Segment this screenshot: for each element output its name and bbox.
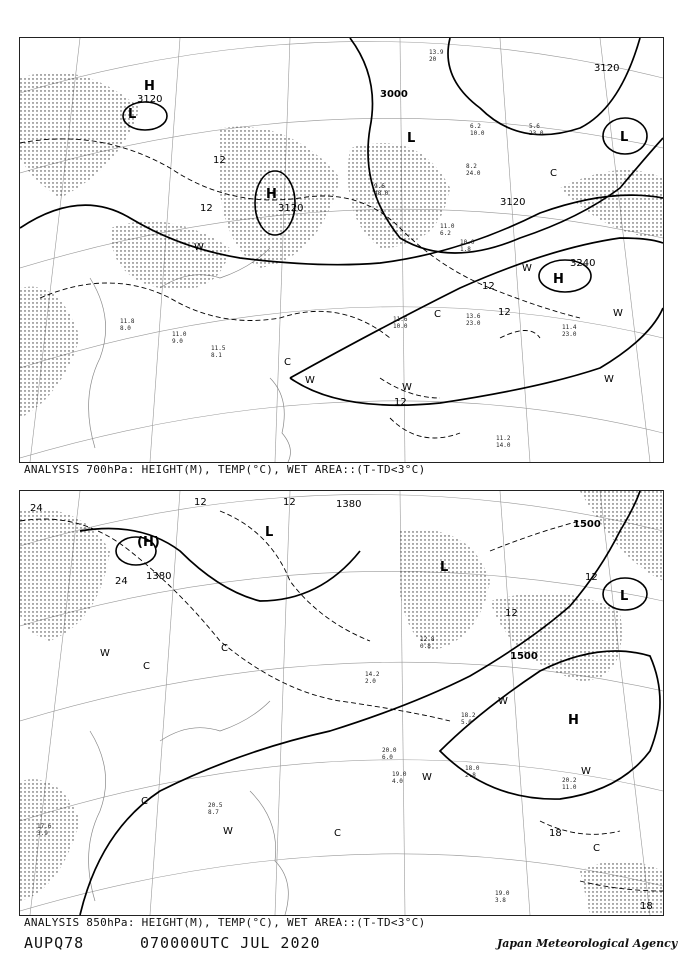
chart-panel-700hpa: [19, 37, 664, 463]
svg-text:13.6: 13.6: [466, 313, 481, 320]
svg-text:11.0: 11.0: [562, 784, 577, 791]
svg-text:9.0: 9.0: [172, 338, 183, 345]
isotherm-label: 12: [394, 397, 407, 408]
warm-mark: W: [402, 382, 412, 393]
isotherm-label: 12: [213, 155, 226, 166]
height-contours: [80, 491, 660, 915]
height-label: 3000: [380, 89, 408, 100]
agency-name: Japan Meteorological Agency: [497, 937, 678, 950]
svg-text:14.0: 14.0: [496, 442, 511, 449]
svg-text:23.0: 23.0: [529, 130, 544, 137]
svg-text:2.8: 2.8: [465, 772, 476, 779]
height-value: 3120: [137, 94, 163, 105]
height-label: 1380: [336, 499, 362, 510]
svg-text:11.0: 11.0: [440, 223, 455, 230]
svg-text:6.0: 6.0: [382, 754, 393, 761]
cold-mark: C: [221, 643, 228, 654]
svg-text:4.0: 4.0: [392, 778, 403, 785]
warm-mark: W: [613, 308, 623, 319]
warm-mark: W: [604, 374, 614, 385]
isotherm-label: 12: [200, 203, 213, 214]
svg-text:19.0: 19.0: [495, 890, 510, 897]
warm-mark: W: [305, 375, 315, 386]
cold-mark: C: [434, 309, 441, 320]
high-center: H: [266, 187, 277, 202]
isotherm-label: 18: [640, 901, 653, 912]
svg-text:6.2: 6.2: [470, 123, 481, 130]
svg-text:20.2: 20.2: [562, 777, 577, 784]
cold-mark: C: [143, 661, 150, 672]
wet-area: [20, 72, 663, 418]
panel-caption-850hpa: ANALYSIS 850hPa: HEIGHT(M), TEMP(°C), WET AREA::(T-TD<3°C): [24, 916, 426, 929]
svg-text:10.0: 10.0: [393, 323, 408, 330]
isotherm-label: 24: [30, 503, 43, 514]
warm-mark: W: [422, 772, 432, 783]
chart-panel-850hpa: [19, 490, 664, 916]
low-center: L: [407, 131, 416, 146]
svg-text:6.2: 6.2: [440, 230, 451, 237]
isotherm-label: 12: [283, 497, 296, 508]
svg-text:11.2: 11.2: [496, 435, 511, 442]
svg-text:23.0: 23.0: [466, 320, 481, 327]
panel-caption-700hpa: ANALYSIS 700hPa: HEIGHT(M), TEMP(°C), WET AREA::(T-TD<3°C): [24, 463, 426, 476]
isotherm-label: 12: [482, 281, 495, 292]
cold-mark: C: [284, 357, 291, 368]
svg-text:18.2: 18.2: [461, 712, 476, 719]
cold-mark: C: [141, 796, 148, 807]
svg-text:8.2: 8.2: [466, 163, 477, 170]
height-value: 3240: [570, 258, 596, 269]
warm-mark: W: [100, 648, 110, 659]
height-value: 1380: [146, 571, 172, 582]
svg-text:2.0: 2.0: [365, 678, 376, 685]
warm-mark: W: [522, 263, 532, 274]
map-850hpa: [20, 491, 663, 915]
isotherm-label: 24: [115, 576, 128, 587]
svg-text:1.8: 1.8: [460, 246, 471, 253]
cold-mark: C: [593, 843, 600, 854]
svg-text:17.6: 17.6: [37, 823, 52, 830]
height-value: 3120: [278, 203, 304, 214]
svg-text:3.8: 3.8: [495, 897, 506, 904]
high-center: (H): [137, 535, 160, 550]
svg-text:9.6: 9.6: [374, 183, 385, 190]
svg-text:8.1: 8.1: [211, 352, 222, 359]
height-label: 3120: [594, 63, 620, 74]
bulletin-code: AUPQ78: [24, 934, 85, 952]
svg-text:14.2: 14.2: [365, 671, 380, 678]
svg-text:3.9: 3.9: [37, 830, 48, 837]
svg-text:24.0: 24.0: [466, 170, 481, 177]
svg-text:18.0: 18.0: [465, 765, 480, 772]
low-center: L: [440, 560, 449, 575]
low-center: L: [620, 589, 629, 604]
coastline: [89, 701, 289, 915]
svg-text:20: 20: [429, 56, 437, 63]
svg-text:8.7: 8.7: [208, 809, 219, 816]
height-label: 1500: [510, 651, 538, 662]
isotherm-label: 12: [505, 608, 518, 619]
isotherm-label: 18: [549, 828, 562, 839]
cold-mark: C: [550, 168, 557, 179]
high-center: H: [144, 79, 155, 94]
station-obs: [37, 636, 577, 904]
low-center: L: [265, 525, 274, 540]
svg-text:11.6: 11.6: [393, 316, 408, 323]
warm-mark: W: [223, 826, 233, 837]
map-700hpa: [20, 38, 663, 462]
svg-text:20.5: 20.5: [208, 802, 223, 809]
isotherm-label: 12: [498, 307, 511, 318]
isotherm-label: 12: [194, 497, 207, 508]
svg-text:11.4: 11.4: [562, 324, 577, 331]
svg-text:11.5: 11.5: [211, 345, 226, 352]
svg-text:11.0: 11.0: [172, 331, 187, 338]
svg-text:10.0: 10.0: [460, 239, 475, 246]
svg-text:20.0: 20.0: [382, 747, 397, 754]
warm-mark: W: [194, 242, 204, 253]
height-label: 3120: [500, 197, 526, 208]
svg-text:11.8: 11.8: [120, 318, 135, 325]
warm-mark: W: [581, 766, 591, 777]
high-center: H: [568, 713, 579, 728]
valid-time: 070000UTC JUL 2020: [140, 934, 321, 952]
svg-text:10.0: 10.0: [470, 130, 485, 137]
svg-text:13.9: 13.9: [429, 49, 444, 56]
low-center: L: [128, 107, 137, 122]
isotherm-label: 12: [585, 572, 598, 583]
svg-text:8.0: 8.0: [120, 325, 131, 332]
warm-mark: W: [498, 696, 508, 707]
svg-text:5.0: 5.0: [461, 719, 472, 726]
svg-text:0.8: 0.8: [420, 643, 431, 650]
svg-text:5.6: 5.6: [529, 123, 540, 130]
low-center: L: [620, 130, 629, 145]
svg-text:19.0: 19.0: [392, 771, 407, 778]
svg-text:23.0: 23.0: [562, 331, 577, 338]
high-center: H: [553, 272, 564, 287]
svg-text:48.0: 48.0: [374, 190, 389, 197]
height-label: 1500: [573, 519, 601, 530]
cold-mark: C: [334, 828, 341, 839]
svg-text:12.8: 12.8: [420, 636, 435, 643]
